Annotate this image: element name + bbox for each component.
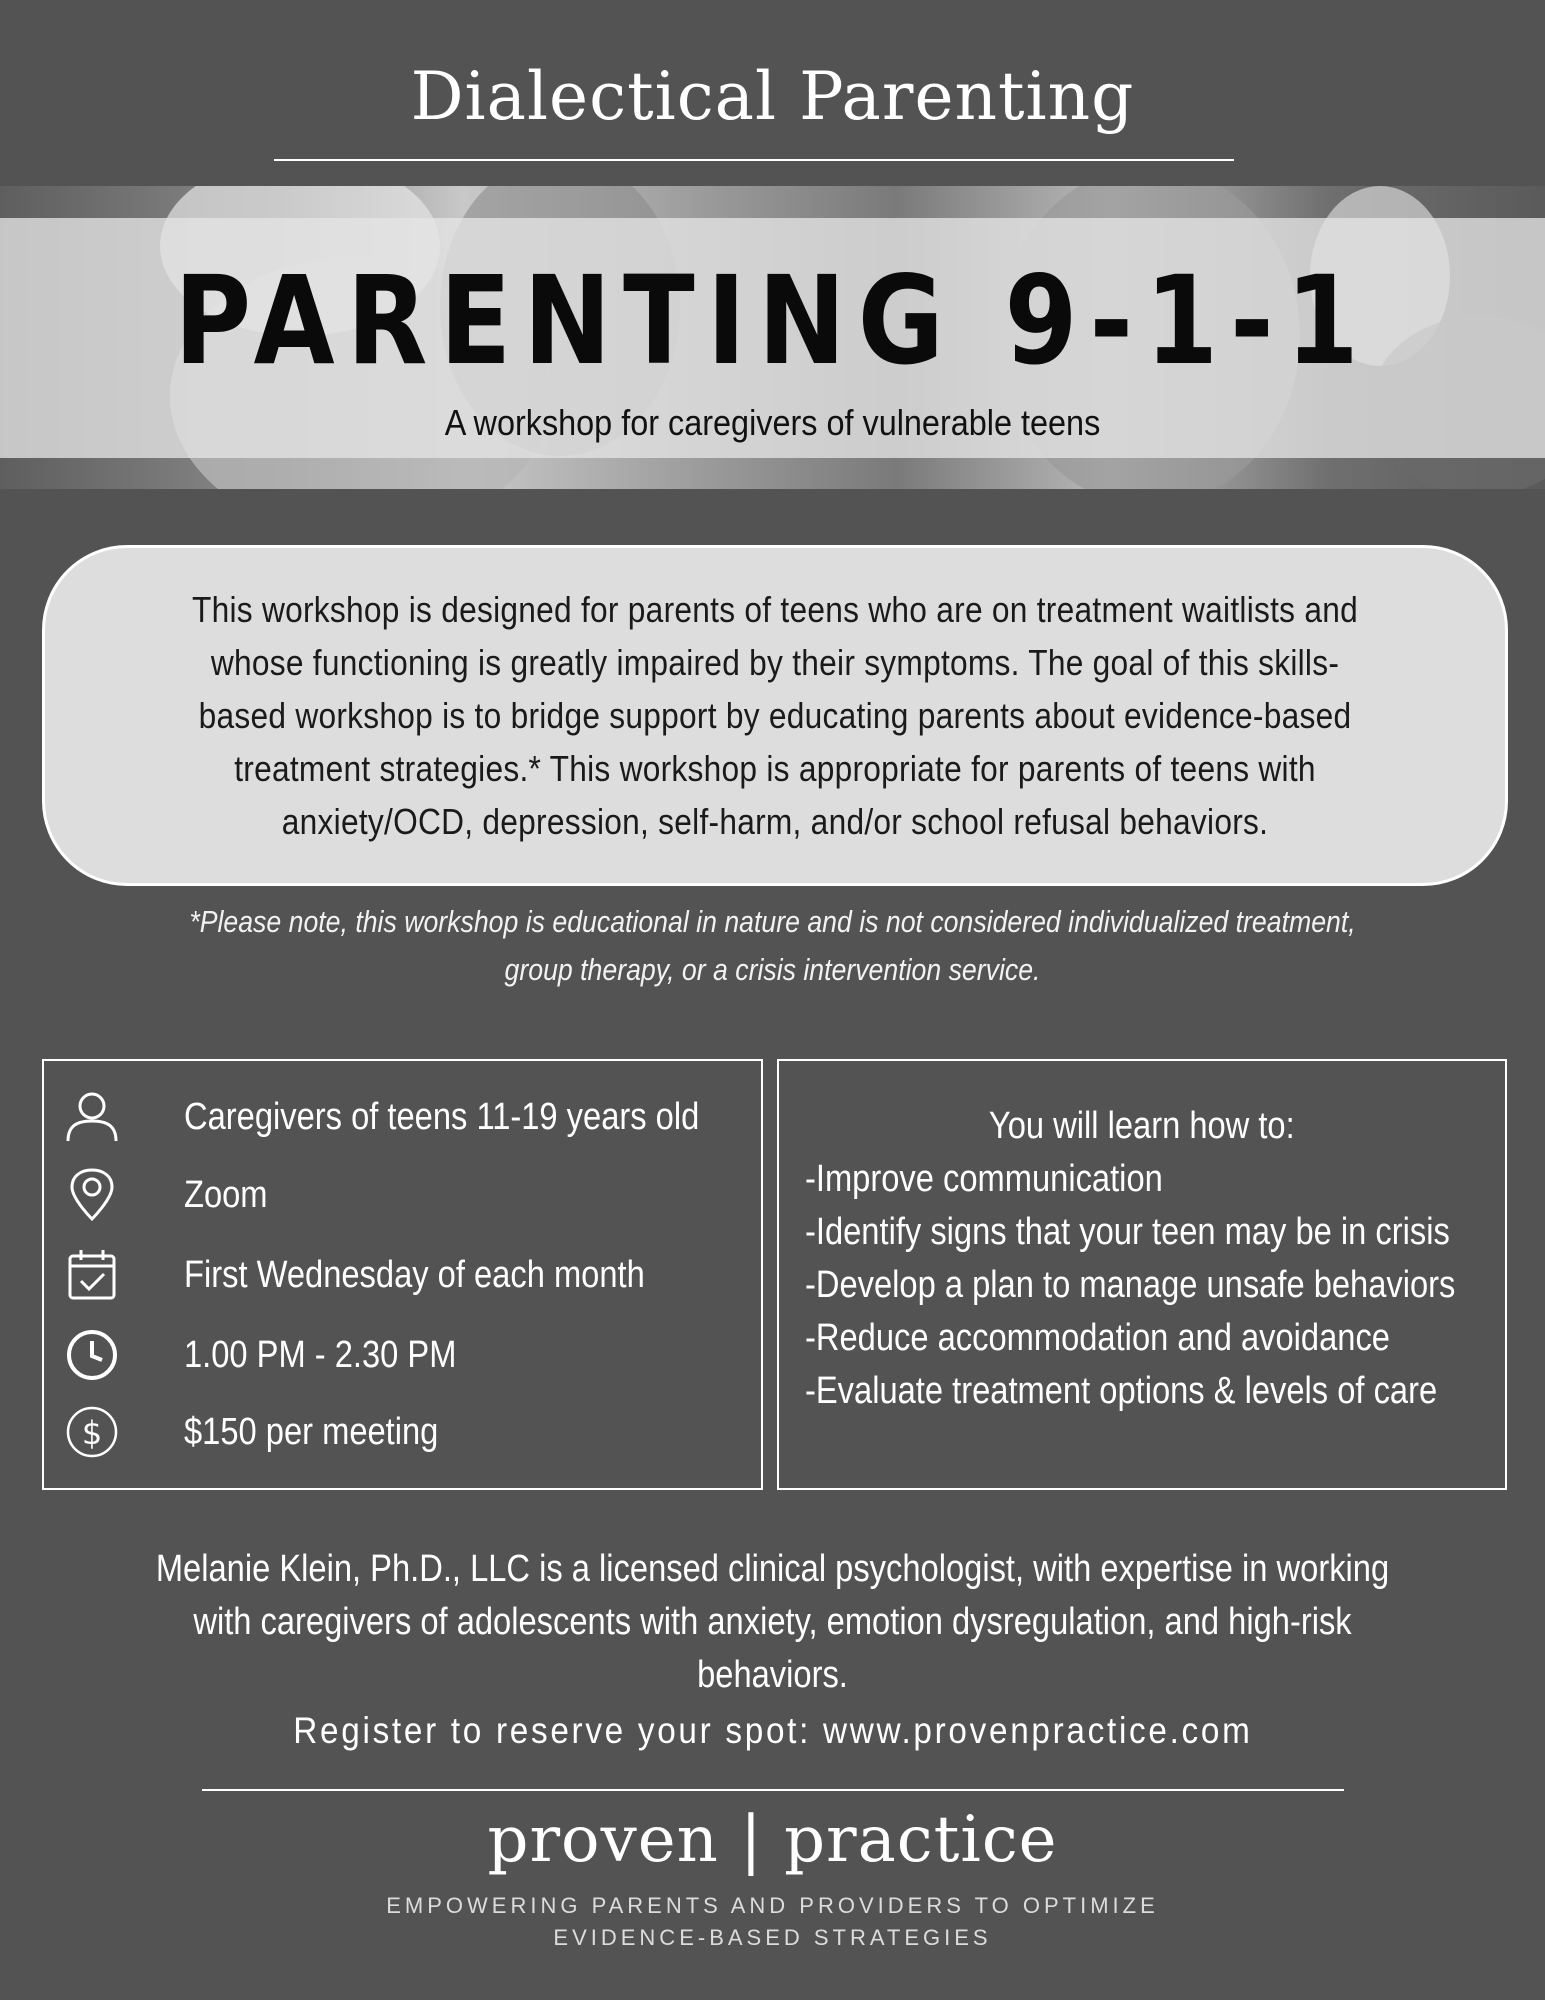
detail-time-text: 1.00 PM - 2.30 PM [184,1333,457,1376]
list-item: -Develop a plan to manage unsafe behaviors [805,1264,1456,1306]
person-icon [64,1089,120,1145]
learning-heading: You will learn how to: [989,1105,1295,1147]
page-title: Dialectical Parenting [410,58,1135,135]
clock-icon [64,1327,120,1383]
list-item: -Improve communication [805,1158,1163,1200]
disclaimer-note [60,898,1485,998]
disclaimer-text: *Please note, this workshop is educational in nature and is not considered individualized treatment, group therapy, or a crisis intervention service. [189,904,1356,987]
detail-location [64,1160,744,1230]
detail-audience [64,1082,744,1152]
calendar-check-icon [64,1247,120,1303]
tagline-line-1: EMPOWERING PARENTS AND PROVIDERS TO OPTIMIZE [386,1893,1159,1918]
list-item: -Reduce accommodation and avoidance [805,1317,1390,1359]
workshop-title: PARENTING 9-1-1 [174,250,1371,392]
location-pin-icon [64,1167,120,1223]
detail-price-text: $150 per meeting [184,1410,439,1453]
detail-schedule [64,1240,744,1310]
detail-price [64,1397,744,1467]
workshop-description [42,545,1508,886]
register-text: Register to reserve your spot: www.provenpractice.com [292,1710,1253,1751]
detail-time [64,1320,744,1390]
hero-banner [0,186,1545,489]
list-item: -Evaluate treatment options & levels of care [805,1370,1438,1412]
dollar-icon [64,1404,120,1460]
brand-tagline [0,1890,1545,1960]
learning-outcomes-box [777,1059,1507,1490]
details-box [42,1059,763,1490]
brand-logo: proven | practice [487,1803,1058,1877]
header-divider [274,159,1234,161]
detail-schedule-text: First Wednesday of each month [184,1253,645,1296]
workshop-subtitle: A workshop for caregivers of vulnerable teens [444,402,1101,443]
provider-bio-text: Melanie Klein, Ph.D., LLC is a licensed clinical psychologist, with expertise in working with caregivers of adolescents with anxiety, emotion dysregulation, and high-risk behaviors. [155,1548,1390,1696]
svg-text:$: $ [81,1414,103,1452]
list-item: -Identify signs that your teen may be in crisis [805,1211,1450,1253]
tagline-line-2: EVIDENCE-BASED STRATEGIES [553,1925,992,1950]
detail-location-text: Zoom [184,1173,268,1216]
detail-audience-text: Caregivers of teens 11-19 years old [184,1095,700,1138]
register-cta [0,1704,1545,1758]
description-text: This workshop is designed for parents of teens who are on treatment waitlists and whose functioning is greatly impaired by their symptoms. The goal of this skills-based workshop is to bridge support by educating parents about evidence-based treatment strategies.* This workshop is appropriate for parents of teens with anxiety/OCD, depression, self-harm, and/or school refusal behaviors. [191,589,1358,842]
provider-bio [30,1543,1515,1696]
learning-list [805,1153,1505,1418]
footer-divider [202,1789,1344,1791]
